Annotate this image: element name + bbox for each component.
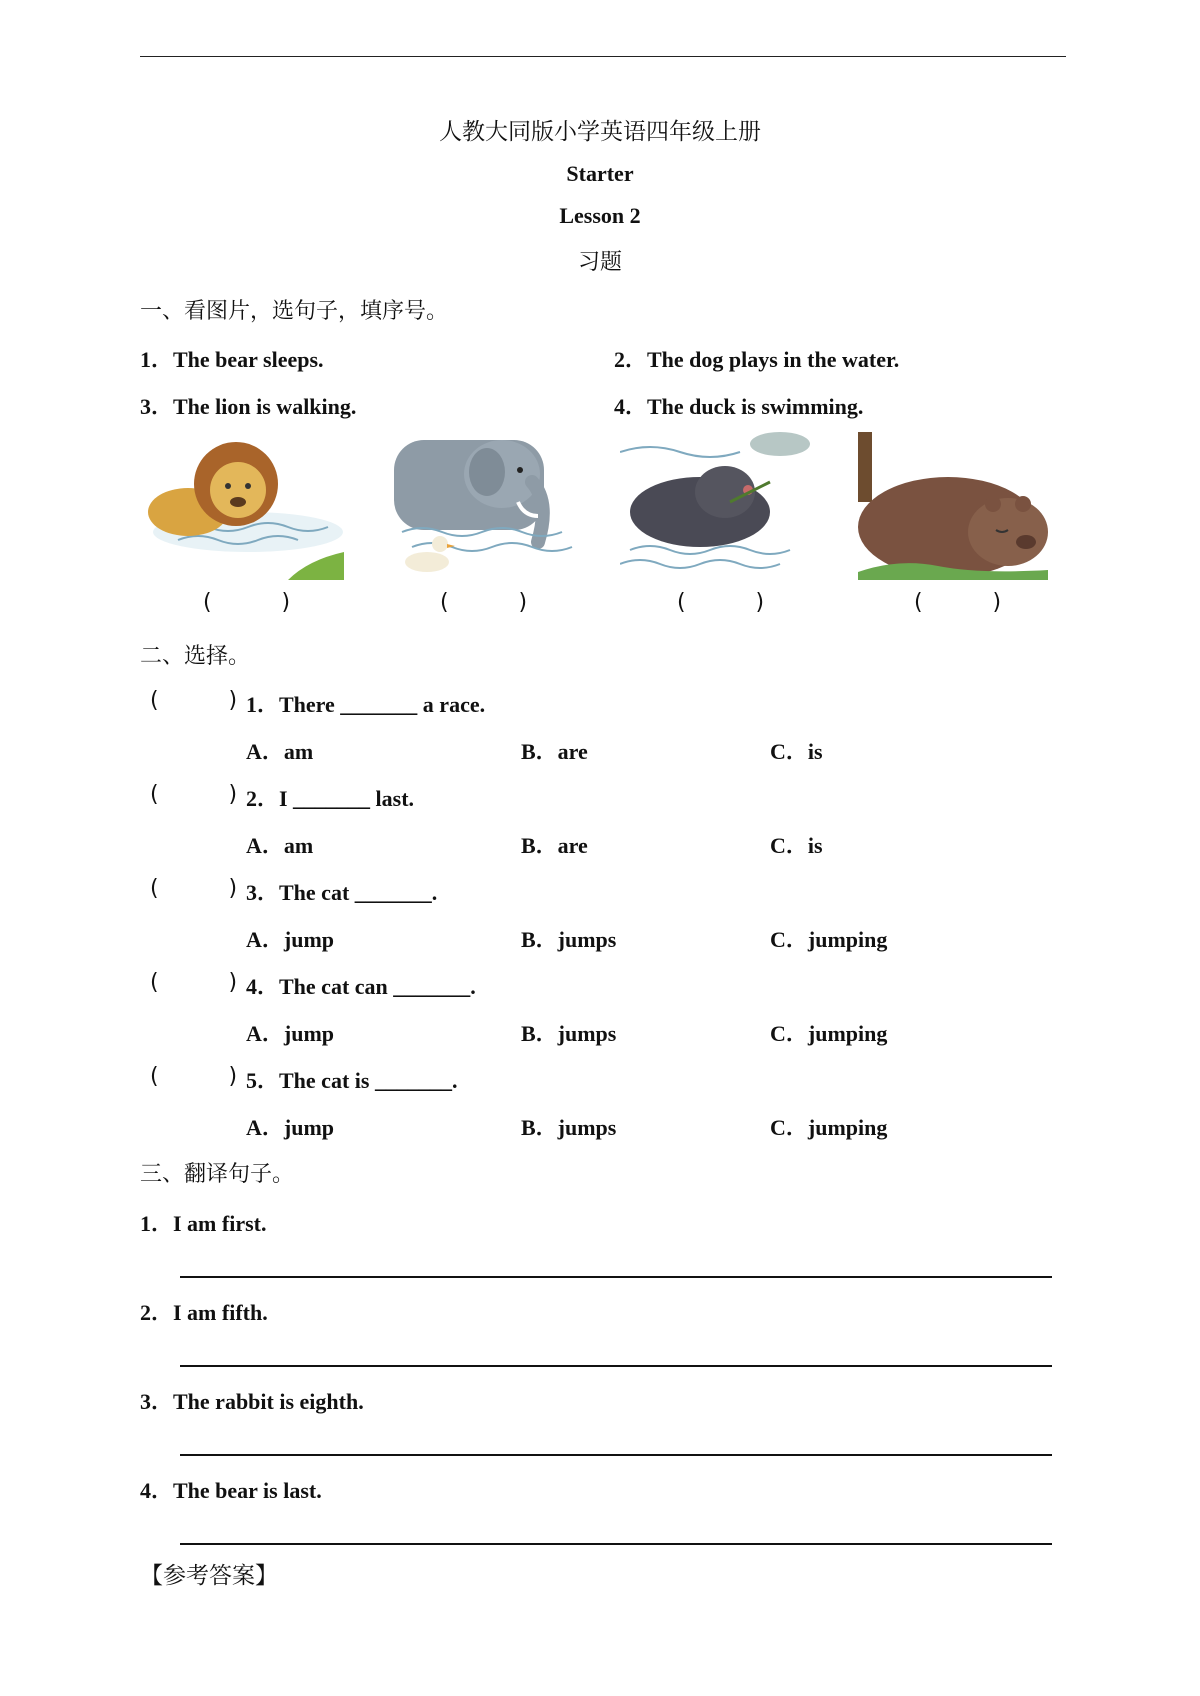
question-1-blank[interactable]: ( ) <box>150 688 238 713</box>
question-5-option-a: A．jump <box>246 1115 335 1140</box>
question-5-option-c: C．jumping <box>770 1115 888 1140</box>
sentence-4: 4．The duck is swimming. <box>614 394 864 419</box>
sleeping-bear-picture <box>858 432 1054 580</box>
question-2-option-c: C．is <box>770 833 823 858</box>
question-4-stem: 4．The cat can _______. <box>246 974 476 999</box>
translate-answer-line-2[interactable] <box>180 1365 1052 1367</box>
question-1-stem: 1．There _______ a race. <box>246 692 486 717</box>
dog-in-water-picture <box>620 432 816 580</box>
translate-item-2: 2．I am fifth. <box>140 1300 268 1325</box>
section3-heading: 三、翻译句子。 <box>140 1162 295 1187</box>
answer-key-heading: 【参考答案】 <box>140 1563 278 1589</box>
question-1-option-c: C．is <box>770 739 823 764</box>
question-4-option-b: B．jumps <box>521 1021 617 1046</box>
question-3-option-a: A．jump <box>246 927 335 952</box>
question-3-blank[interactable]: ( ) <box>150 876 238 901</box>
question-4-option-a: A．jump <box>246 1021 335 1046</box>
page-title: 人教大同版小学英语四年级上册 <box>439 119 761 145</box>
sentence-2: 2．The dog plays in the water. <box>614 347 900 372</box>
section1-heading: 一、看图片，选句子，填序号。 <box>140 299 449 324</box>
question-3-option-b: B．jumps <box>521 927 617 952</box>
sentence-1: 1．The bear sleeps. <box>140 347 324 372</box>
question-4-blank[interactable]: ( ) <box>150 970 238 995</box>
translate-answer-line-3[interactable] <box>180 1454 1052 1456</box>
question-2-option-b: B．are <box>521 833 588 858</box>
translate-item-4: 4．The bear is last. <box>140 1478 322 1503</box>
translate-item-1: 1．I am first. <box>140 1211 267 1236</box>
translate-item-3: 3．The rabbit is eighth. <box>140 1389 364 1414</box>
lesson-title: Lesson 2 <box>559 203 641 228</box>
question-5-blank[interactable]: ( ) <box>150 1064 238 1089</box>
top-rule <box>140 56 1066 57</box>
question-5-stem: 5．The cat is _______. <box>246 1068 458 1093</box>
question-2-blank[interactable]: ( ) <box>150 782 238 807</box>
question-3-option-c: C．jumping <box>770 927 888 952</box>
question-1-option-a: A．am <box>246 739 314 764</box>
question-3-stem: 3．The cat _______. <box>246 880 438 905</box>
section2-heading: 二、选择。 <box>140 644 251 669</box>
question-4-option-c: C．jumping <box>770 1021 888 1046</box>
question-2-option-a: A．am <box>246 833 314 858</box>
question-2-stem: 2．I _______ last. <box>246 786 415 811</box>
sentence-3: 3．The lion is walking. <box>140 394 357 419</box>
question-1-option-b: B．are <box>521 739 588 764</box>
exercise-subtitle: 习题 <box>577 250 622 275</box>
question-5-option-b: B．jumps <box>521 1115 617 1140</box>
answer-blank-3[interactable]: ( ) <box>677 590 765 615</box>
translate-answer-line-4[interactable] <box>180 1543 1052 1545</box>
elephant-and-duck-picture <box>392 432 588 580</box>
answer-blank-2[interactable]: ( ) <box>440 590 528 615</box>
translate-answer-line-1[interactable] <box>180 1276 1052 1278</box>
answer-blank-4[interactable]: ( ) <box>914 590 1002 615</box>
lion-in-water-picture <box>148 432 344 580</box>
answer-blank-1[interactable]: ( ) <box>203 590 291 615</box>
unit-title: Starter <box>566 161 634 186</box>
